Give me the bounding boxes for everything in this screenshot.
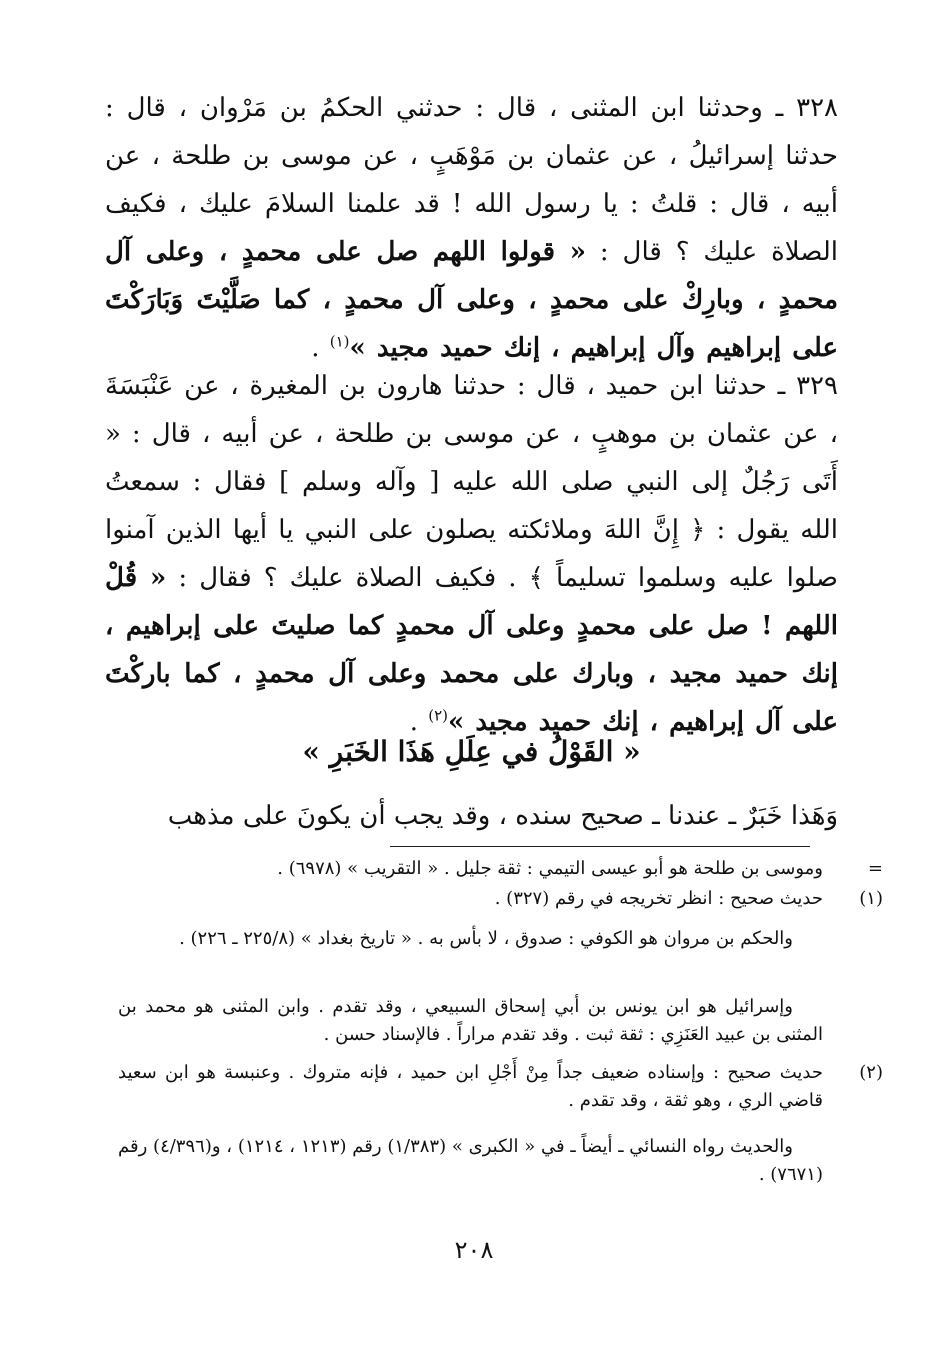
footnote-reference[interactable]: (٢) <box>428 706 449 725</box>
hadith-number: ٣٢٩ <box>796 371 838 401</box>
sentence-end: . <box>311 333 320 363</box>
sentence-end: . <box>409 707 418 737</box>
hadith-number: ٣٢٨ <box>796 93 839 123</box>
footnote-label: (١) <box>859 888 883 909</box>
footnote-separator <box>390 846 810 847</box>
footnote-text: وموسى بن طلحة هو أبو عيسى التيمي : ثقة جليل . « التقريب » (٦٩٧٨) . <box>277 858 823 879</box>
footnote-2-paragraph <box>118 1133 823 1189</box>
hadith-328 <box>105 84 838 372</box>
section-opening-line: وَهَذا خَبَرٌ ـ عندنا ـ صحيح سنده ، وقد يجب أن يكونَ على مذهب <box>167 801 838 831</box>
section-heading: « القَوْلُ في عِلَلِ هَذَا الخَبَرِ » <box>302 735 641 768</box>
hadith-matn: « قولوا اللهم صل على محمدٍ ، وعلى آل محمدٍ ، وبارِكْ على محمدٍ ، وعلى آل محمدٍ ، كما صَلَّيْتَ وَبَارَكْتَ على إبراهيم وآل إبراهيم ، إنك حميد مجيد » <box>105 237 838 363</box>
footnote-label: (٢) <box>859 1062 883 1083</box>
footnote-2 <box>118 1059 883 1115</box>
footnote-text: والحديث رواه النسائي ـ أيضاً ـ في « الكبرى » (١/٣٨٣) رقم (١٢١٣ ، ١٢١٤) ، و(٤/٣٩٦) رقم (٧٦٧١) . <box>118 1136 823 1185</box>
footnote-1-paragraph <box>118 925 823 953</box>
continuation-marker: = <box>867 858 883 879</box>
footnote-text: حديث صحيح : وإسناده ضعيف جداً مِنْ أَجْلِ ابن حميد ، فإنه متروك . وعنبسة هو ابن سعيد قاضي الري ، وهو ثقة ، وقد تقدم . <box>118 1062 823 1111</box>
hadith-matn: « قُلْ اللهم ! صل على محمدٍ وعلى آل محمدٍ كما صليتَ على إبراهيم ، إنك حميد مجيد ، وبارك على محمد وعلى آل محمدٍ ، كما باركْتَ على آل إبراهيم ، إنك حميد مجيد » <box>105 563 838 737</box>
hadith-text: ـ وحدثنا ابن المثنى ، قال : حدثني الحكمُ بن مَرْوان ، قال : حدثنا إسرائيلُ ، عن عثمان بن مَوْهَبٍ ، عن موسى بن طلحة ، عن أبيه ، قال : قلتُ : يا رسول الله ! قد علمنا السلامَ عليك ، فكيف الصلاة عليك ؟ قال : <box>105 93 838 267</box>
footnote-text: والحكم بن مروان هو الكوفي : صدوق ، لا بأس به . « تاريخ بغداد » (٢٢٥/٨ ـ ٢٢٦) . <box>179 928 793 949</box>
footnote-1 <box>118 885 883 913</box>
footnote-1-paragraph <box>118 993 823 1049</box>
page-number: ٢٠٨ <box>454 1236 494 1264</box>
footnote-reference[interactable]: (١) <box>329 332 350 351</box>
footnote-continuation <box>118 855 883 883</box>
footnote-text: حديث صحيح : انظر تخريجه في رقم (٣٢٧) . <box>494 888 823 909</box>
hadith-text: ـ حدثنا ابن حميد ، قال : حدثنا هارون بن المغيرة ، عن عَنْبَسَةَ ، عن عثمان بن موهبٍ ، عن موسى بن طلحة ، عن أبيه ، قال : « أَتَى رَجُلٌ إلى النبي صلى الله عليه [ وآله وسلم ] فقال : سمعتُ الله يقول : ﴿ إِنَّ اللهَ وملائكته يصلون على النبي يا أيها الذين آمنوا صلوا عليه وسلموا تسليماً ﴾ . فكيف الصلاة عليك ؟ فقال : <box>105 371 838 593</box>
hadith-329 <box>105 362 838 746</box>
footnote-text: وإسرائيل هو ابن يونس بن أبي إسحاق السبيعي ، وقد تقدم . وابن المثنى هو محمد بن المثنى بن عبيد العَنَزِي : ثقة ثبت . وقد تقدم مراراً . فالإسناد حسن . <box>118 996 823 1045</box>
